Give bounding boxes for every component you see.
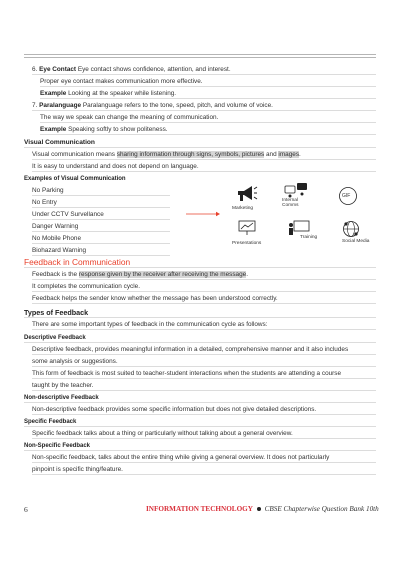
top-rule: [24, 54, 376, 55]
desc-bullet-2: • This form of feedback is most suited to teacher-student interactions when the students are attending a course: [32, 370, 376, 379]
nonspec-bullet-1: • Non-specific feedback, talks about the entire thing while giving a general overview. It does not particularly: [32, 454, 376, 463]
example-item: • No Parking: [32, 187, 170, 196]
arrow-icon: [186, 211, 220, 217]
para-bullet-2: • Example Speaking softly to show politeness.: [40, 126, 376, 135]
training-label: Training: [300, 235, 318, 240]
megaphone-icon: [236, 184, 258, 204]
page-number: 6: [24, 505, 28, 514]
social-media-icon: [342, 220, 360, 238]
marketing-label: Marketing: [232, 206, 254, 211]
para-bullet-1: • The way we speak can change the meaning of communication.: [40, 114, 376, 123]
descriptive-heading: Descriptive Feedback: [24, 334, 376, 343]
example-item: • No Entry: [32, 199, 170, 208]
visual-uses-diagram: [228, 182, 378, 250]
eye-bullet-1: • Proper eye contact makes communication more effective.: [40, 78, 376, 87]
example-item: • Under CCTV Survellance: [32, 211, 170, 220]
eye-bullet-2: • Example Looking at the speaker while listening.: [40, 90, 376, 99]
visual-bullet-2: • It is easy to understand and does not depend on language.: [32, 163, 376, 172]
nondesc-bullet-1: • Non-descriptive feedback provides some specific information but does not give detailed descriptions.: [32, 406, 376, 415]
social-media-label: Social Media: [342, 239, 370, 244]
desc-bullet-2-cont: taught by the teacher.: [32, 382, 376, 391]
internal-comms-icon: [284, 182, 308, 198]
nonspecific-heading: Non-Specific Feedback: [24, 442, 376, 451]
training-icon: [288, 220, 310, 236]
example-item: • Biohazard Warning: [32, 247, 170, 256]
footer-book: CBSE Chapterwise Question Bank 10th: [264, 505, 379, 513]
item-eye-contact: 6. Eye Contact Eye contact shows confidence, attention, and interest.: [32, 66, 376, 75]
desc-bullet-1: • Descriptive feedback, provides meaningful information in a detailed, comprehensive manner and it also includes: [32, 346, 376, 355]
visual-bullet-1: • Visual communication means sharing information through signs, symbols, pictures and images.: [32, 151, 376, 160]
nonspec-bullet-1-cont: pinpoint is specific thing/feature.: [32, 466, 376, 475]
internal-comms-label: Internal Comms: [282, 198, 299, 208]
specific-bullet-1: • Specific feedback talks about a thing or particularly without talking about a general overview.: [32, 430, 376, 439]
presentations-label: Presentations: [232, 241, 262, 246]
nondesc-heading: Non-descriptive Feedback: [24, 394, 376, 403]
gif-label: GIF: [342, 193, 351, 199]
top-rule-2: [24, 57, 376, 58]
item-paralanguage: 7. Paralanguage Paralanguage refers to the tone, speed, pitch, and volume of voice.: [32, 102, 376, 111]
desc-bullet-1-cont: some analysis or suggestions.: [32, 358, 376, 367]
types-bullet-1: • There are some important types of feedback in the communication cycle as follows:: [32, 321, 376, 330]
feedback-bullet-1: • Feedback is the response given by the receiver after receiving the message.: [32, 271, 376, 280]
types-heading: Types of Feedback: [24, 308, 376, 318]
example-item: • No Mobile Phone: [32, 235, 170, 244]
feedback-heading: Feedback in Communication: [24, 257, 376, 268]
footer-running-title: [146, 505, 379, 513]
example-item: • Danger Warning: [32, 223, 170, 232]
specific-heading: Specific Feedback: [24, 418, 376, 427]
feedback-bullet-3: • Feedback helps the sender know whether the message has been understood correctly.: [32, 295, 376, 304]
footer-subject: INFORMATION TECHNOLOGY: [146, 505, 253, 513]
presentation-icon: [238, 220, 256, 236]
footer-dot-icon: [257, 507, 261, 511]
examples-heading: Examples of Visual Communication: [24, 176, 126, 182]
feedback-bullet-2: • It completes the communication cycle.: [32, 283, 376, 292]
visual-heading: Visual Communication: [24, 139, 376, 148]
